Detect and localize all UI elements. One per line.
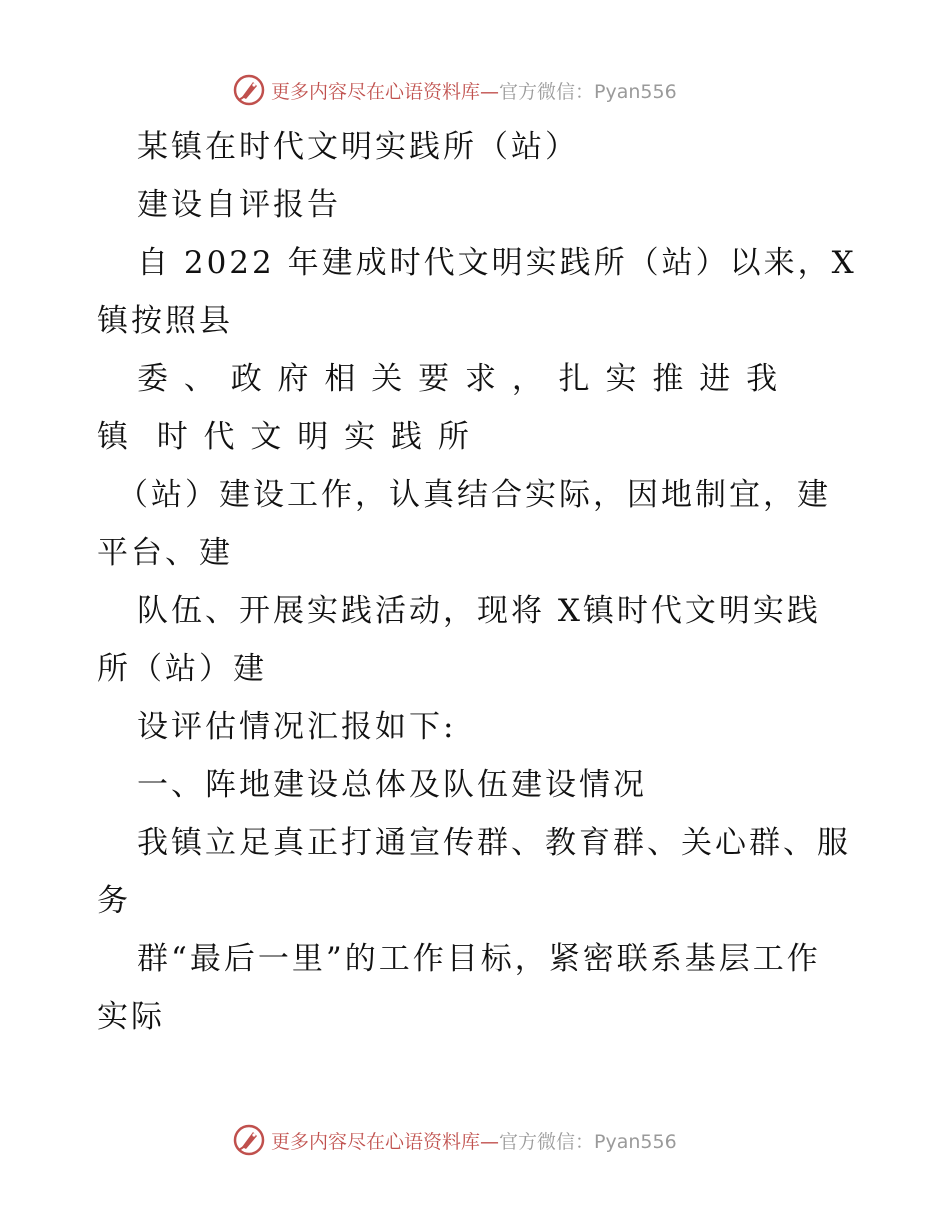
doc-line: 所（站）建 — [97, 651, 267, 687]
section-heading: 一、阵地建设总体及队伍建设情况 — [137, 767, 647, 803]
watermark-dash: — — [480, 1130, 500, 1153]
watermark-dash: — — [480, 80, 500, 103]
doc-line: 镇按照县 — [97, 303, 233, 339]
doc-line: （站）建设工作，认真结合实际，因地制宜，建 — [117, 477, 831, 513]
doc-title-line-1: 某镇在时代文明实践所（站） — [137, 129, 579, 165]
watermark-text — [271, 77, 677, 104]
doc-line: 实际 — [97, 999, 165, 1035]
doc-line: 镇 时 代 文 明 实 践 所 — [97, 419, 472, 455]
watermark-gray-text: 官方微信：Pyan556 — [499, 1130, 677, 1153]
doc-line: 务 — [97, 883, 131, 919]
watermark-red-text: 更多内容尽在心语资料库 — [271, 1130, 481, 1153]
watermark-text — [271, 1127, 677, 1154]
doc-line: 设评估情况汇报如下: — [137, 709, 457, 745]
doc-line: 我镇立足真正打通宣传群、教育群、关心群、服 — [137, 825, 851, 861]
doc-title-line-2: 建设自评报告 — [137, 187, 341, 223]
doc-line: 自 2022 年建成时代文明实践所（站）以来，X — [137, 245, 857, 281]
watermark-gray-text: 官方微信：Pyan556 — [499, 80, 677, 103]
doc-line: 群“最后一里”的工作目标，紧密联系基层工作 — [137, 941, 821, 977]
doc-line: 委 、 政 府 相 关 要 求 ， 扎 实 推 进 我 — [137, 361, 781, 397]
pen-nib-logo-icon — [233, 1124, 265, 1156]
pen-nib-logo-icon — [233, 74, 265, 106]
watermark-banner-top — [233, 72, 713, 108]
watermark-banner-bottom — [233, 1122, 713, 1158]
doc-line: 队伍、开展实践活动，现将 X镇时代文明实践 — [137, 593, 821, 629]
doc-line: 平台、建 — [97, 535, 233, 571]
watermark-red-text: 更多内容尽在心语资料库 — [271, 80, 481, 103]
